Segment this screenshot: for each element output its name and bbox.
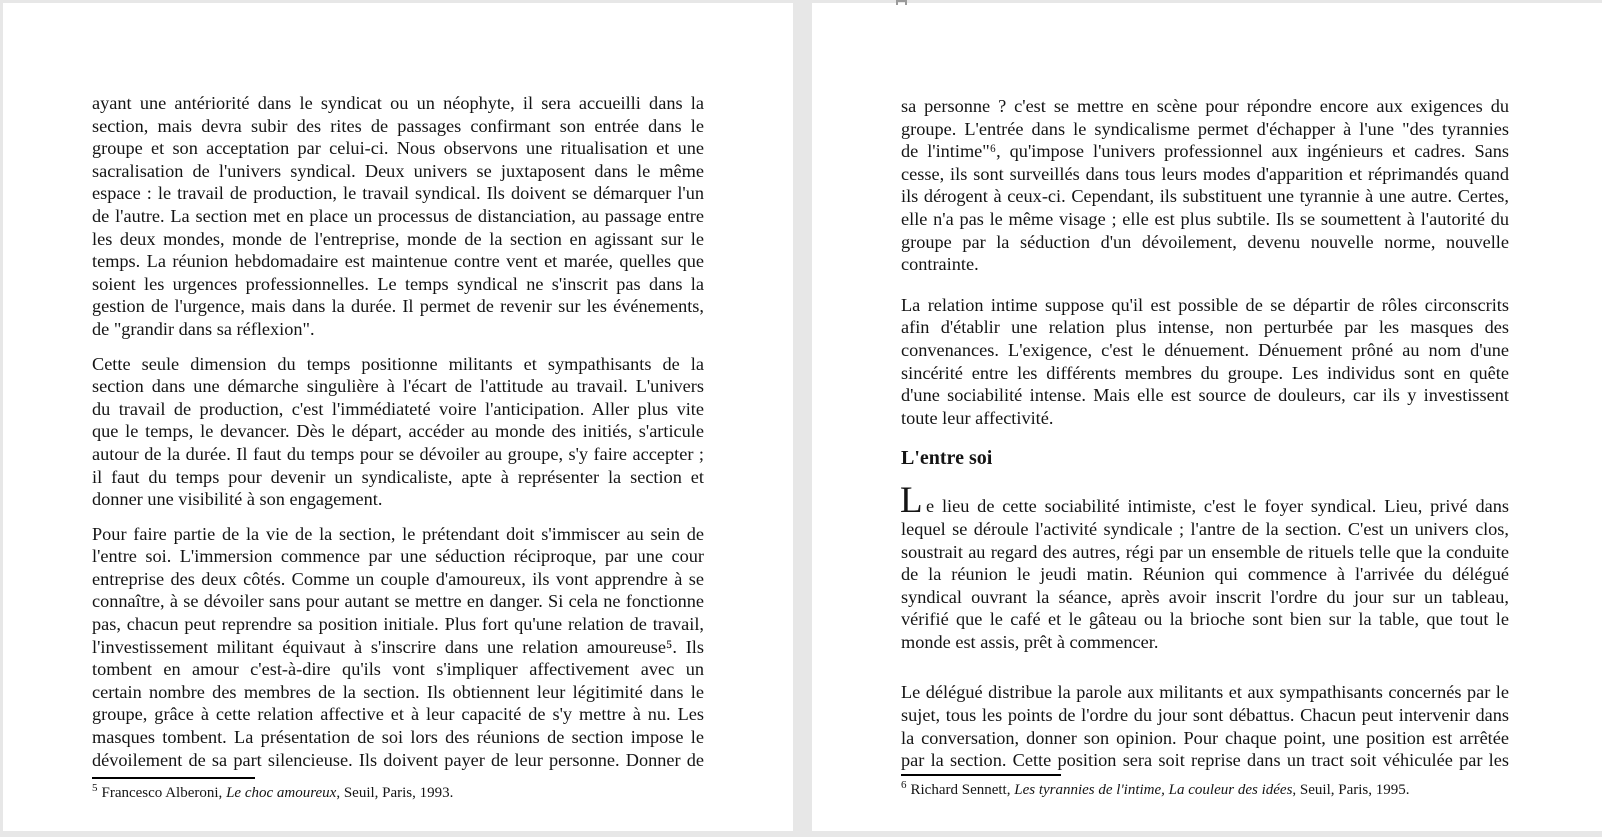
text-line: tombent en amour c'est-à-dire qu'ils vont s'impliquer affectivement avec un — [92, 659, 704, 680]
text-line: de la réunion le jeudi matin. Réunion qui commence à l'arrivée du délégué — [901, 564, 1509, 585]
footnote-rest: , Seuil, Paris, 1993. — [336, 785, 454, 801]
page-top-marker-icon — [896, 0, 907, 5]
paragraph — [92, 92, 704, 341]
text-line: lequel se déroule l'activité syndicale ; l'antre de la section. C'est un univers clos, — [901, 518, 1509, 539]
paragraph — [900, 480, 1509, 653]
text-line: groupe. L'entrée dans le syndicalisme permet d'échapper à l'une "des tyrannies — [901, 118, 1509, 139]
text-line: donner une visibilité à son engagement. — [92, 489, 383, 510]
text-line: e lieu de cette sociabilité intimiste, c'est le foyer syndical. Lieu, privé dans — [926, 496, 1509, 517]
text-line: pas, chacun peut reprendre sa position initiale. Plus fort qu'une relation de travail, — [92, 614, 704, 635]
paragraph — [901, 294, 1509, 430]
text-line: dévoilement de sa part silencieuse. Ils doivent payer de leur personne. Donner de — [92, 749, 704, 770]
text-line: ayant une antériorité dans le syndicat ou un néophyte, il sera accueilli dans la — [92, 93, 704, 113]
text-line: soustrait au regard des autres, régi par un ensemble de rituels telle que la conduite — [901, 541, 1509, 562]
text-line: Pour faire partie de la vie de la section, le prétendant doit s'immiscer au sein de — [92, 523, 704, 544]
footnote-title: Les tyrannies de l'intime, La couleur des idées — [1014, 782, 1293, 798]
paragraph — [92, 523, 704, 772]
text-line: monde est assis, prêt à commencer. — [901, 631, 1159, 652]
paragraph — [92, 353, 704, 511]
text-line: d'une sociabilité intense. Mais elle est source de douleurs, car ils y investissent — [901, 385, 1509, 406]
paragraph — [901, 95, 1509, 276]
footnote-separator — [901, 774, 1061, 776]
page-right — [812, 3, 1602, 831]
footnote-author: Richard Sennett, — [910, 782, 1015, 798]
paragraph — [901, 681, 1509, 771]
text-line: gestion de l'urgence, mais dans la durée. Il permet de revenir sur les événements, — [92, 296, 704, 317]
text-line: de l'autre. La section met en place un processus de distanciation, au passage entre — [92, 205, 704, 226]
drop-cap-initial: L — [900, 480, 923, 522]
footnote-title: Le choc amoureux — [226, 785, 337, 801]
text-line: contrainte. — [901, 254, 979, 275]
text-line: cesse, ils sont surveillés dans tous leurs modes d'apparition et réprimandés quand — [901, 163, 1509, 184]
footnote-text — [92, 784, 453, 802]
text-line: convenances. L'exigence, c'est le dénuement. Dénuement prôné au nom d'une — [901, 339, 1509, 360]
text-line: La relation intime suppose qu'il est possible de se départir de rôles circonscrits — [901, 294, 1509, 315]
text-line: Le délégué distribue la parole aux militants et aux sympathisants concernés par le — [901, 682, 1509, 703]
text-line: sacralisation de l'univers syndical. Deux univers se juxtaposent dans le même — [92, 160, 704, 181]
text-line: section, mais devra subir des rites de passages confirmant son entrée dans le — [92, 115, 704, 136]
text-line: vérifié que le café et le gâteau ou la brioche sont bien sur la table, que tout le — [901, 609, 1509, 630]
section-heading: L'entre soi — [901, 447, 993, 470]
text-line: groupe par la séduction d'un dévoilement, devenu nouvelle norme, nouvelle — [901, 231, 1509, 252]
text-line: de l'intime"⁶, qu'impose l'univers professionnel aux ingénieurs et cadres. Sans — [901, 141, 1509, 162]
footnote-author: Francesco Alberoni, — [101, 785, 227, 801]
text-line: l'entre soi. L'immersion commence par une séduction réciproque, par une cour — [92, 546, 704, 567]
footnote-separator — [92, 777, 255, 779]
text-line: soient les urgences professionnelles. Le temps syndical ne s'inscrit pas dans la — [92, 273, 704, 294]
text-line: que le temps, le devancer. Dès le départ, accéder au monde des initiés, s'articule — [92, 421, 704, 442]
text-line: autour de la durée. Il faut du temps pour se dévoiler au groupe, s'y faire accepter ; — [92, 443, 704, 464]
page-left-text-column — [92, 92, 704, 771]
text-line: Cette seule dimension du temps positionne militants et sympathisants de la — [92, 353, 704, 374]
text-line: temps. La réunion hebdomadaire est maintenue contre vent et marée, quelles que — [92, 251, 704, 272]
text-line: syndical ouvrant la séance, après avoir inscrit l'ordre du jour sur un tableau, — [901, 586, 1509, 607]
text-line: toute leur affectivité. — [901, 407, 1054, 428]
text-line: masques tombent. La présentation de soi lors des réunions de section impose le — [92, 727, 704, 748]
text-line: certain nombre des membres de la section. Ils obtiennent leur légitimité dans le — [92, 681, 704, 702]
text-line: l'investissement militant équivaut à s'inscrire dans une relation amoureuse⁵. Ils — [92, 636, 704, 657]
footnote-text — [901, 781, 1410, 799]
text-line: par la section. Cette position sera soit reprise dans un tract soit véhiculée par les — [901, 750, 1509, 771]
footnote-rest: , Seuil, Paris, 1995. — [1292, 782, 1410, 798]
text-line: sujet, tous les points de l'ordre du jour sont débattus. Chacun peut intervenir dans — [901, 705, 1509, 726]
page-right-text-column — [901, 95, 1509, 772]
footnote-area-left — [92, 777, 453, 802]
text-line: les deux mondes, monde de l'entreprise, monde de la section en agissant sur le — [92, 228, 704, 249]
text-line: ils dérogent à ceux-ci. Cependant, ils substituent une tyrannie à une autre. Certes, — [901, 186, 1509, 207]
text-line: elle n'a pas le même visage ; elle est plus subtile. Ils se soumettent à l'autorité du — [901, 208, 1509, 229]
text-line: espace : le travail de production, le travail syndical. Ils doivent se démarquer l'un — [92, 183, 704, 204]
footnote-marker: 5 — [92, 782, 98, 794]
footnote-marker: 6 — [901, 779, 907, 791]
text-line: groupe et son acceptation par celui-ci. Nous observons une ritualisation et une — [92, 138, 704, 159]
text-line: la conversation, donner son opinion. Pour chaque point, une position est arrêtée — [901, 727, 1509, 748]
text-line: connaître, à se dévoiler sans pour autant se mettre en danger. Si cela ne fonctionne — [92, 591, 704, 612]
text-line: de "grandir dans sa réflexion". — [92, 318, 315, 339]
text-line: il faut du temps pour devenir un syndicaliste, apte à représenter la section et — [92, 466, 704, 487]
text-line: du travail de production, c'est l'immédiateté voire l'anticipation. Aller plus vite — [92, 398, 704, 419]
text-line: sa personne ? c'est se mettre en scène pour répondre encore aux exigences du — [901, 96, 1509, 116]
text-line: sincérité entre les différents membres du groupe. Les individus sont en quête — [901, 362, 1509, 383]
text-line: afin d'établir une relation plus intense, non perturbée par les masques des — [901, 317, 1509, 338]
text-line: section dans une démarche singulière à l'écart de l'attitude au travail. L'univers — [92, 376, 704, 397]
footnote-area-right — [901, 774, 1410, 799]
page-left — [3, 3, 793, 831]
text-line: entreprise des deux côtés. Comme un couple d'amoureux, ils vont apprendre à se — [92, 568, 704, 589]
text-line: groupe, grâce à cette relation affective et à leur capacité de s'y mettre à nu. Les — [92, 704, 704, 725]
